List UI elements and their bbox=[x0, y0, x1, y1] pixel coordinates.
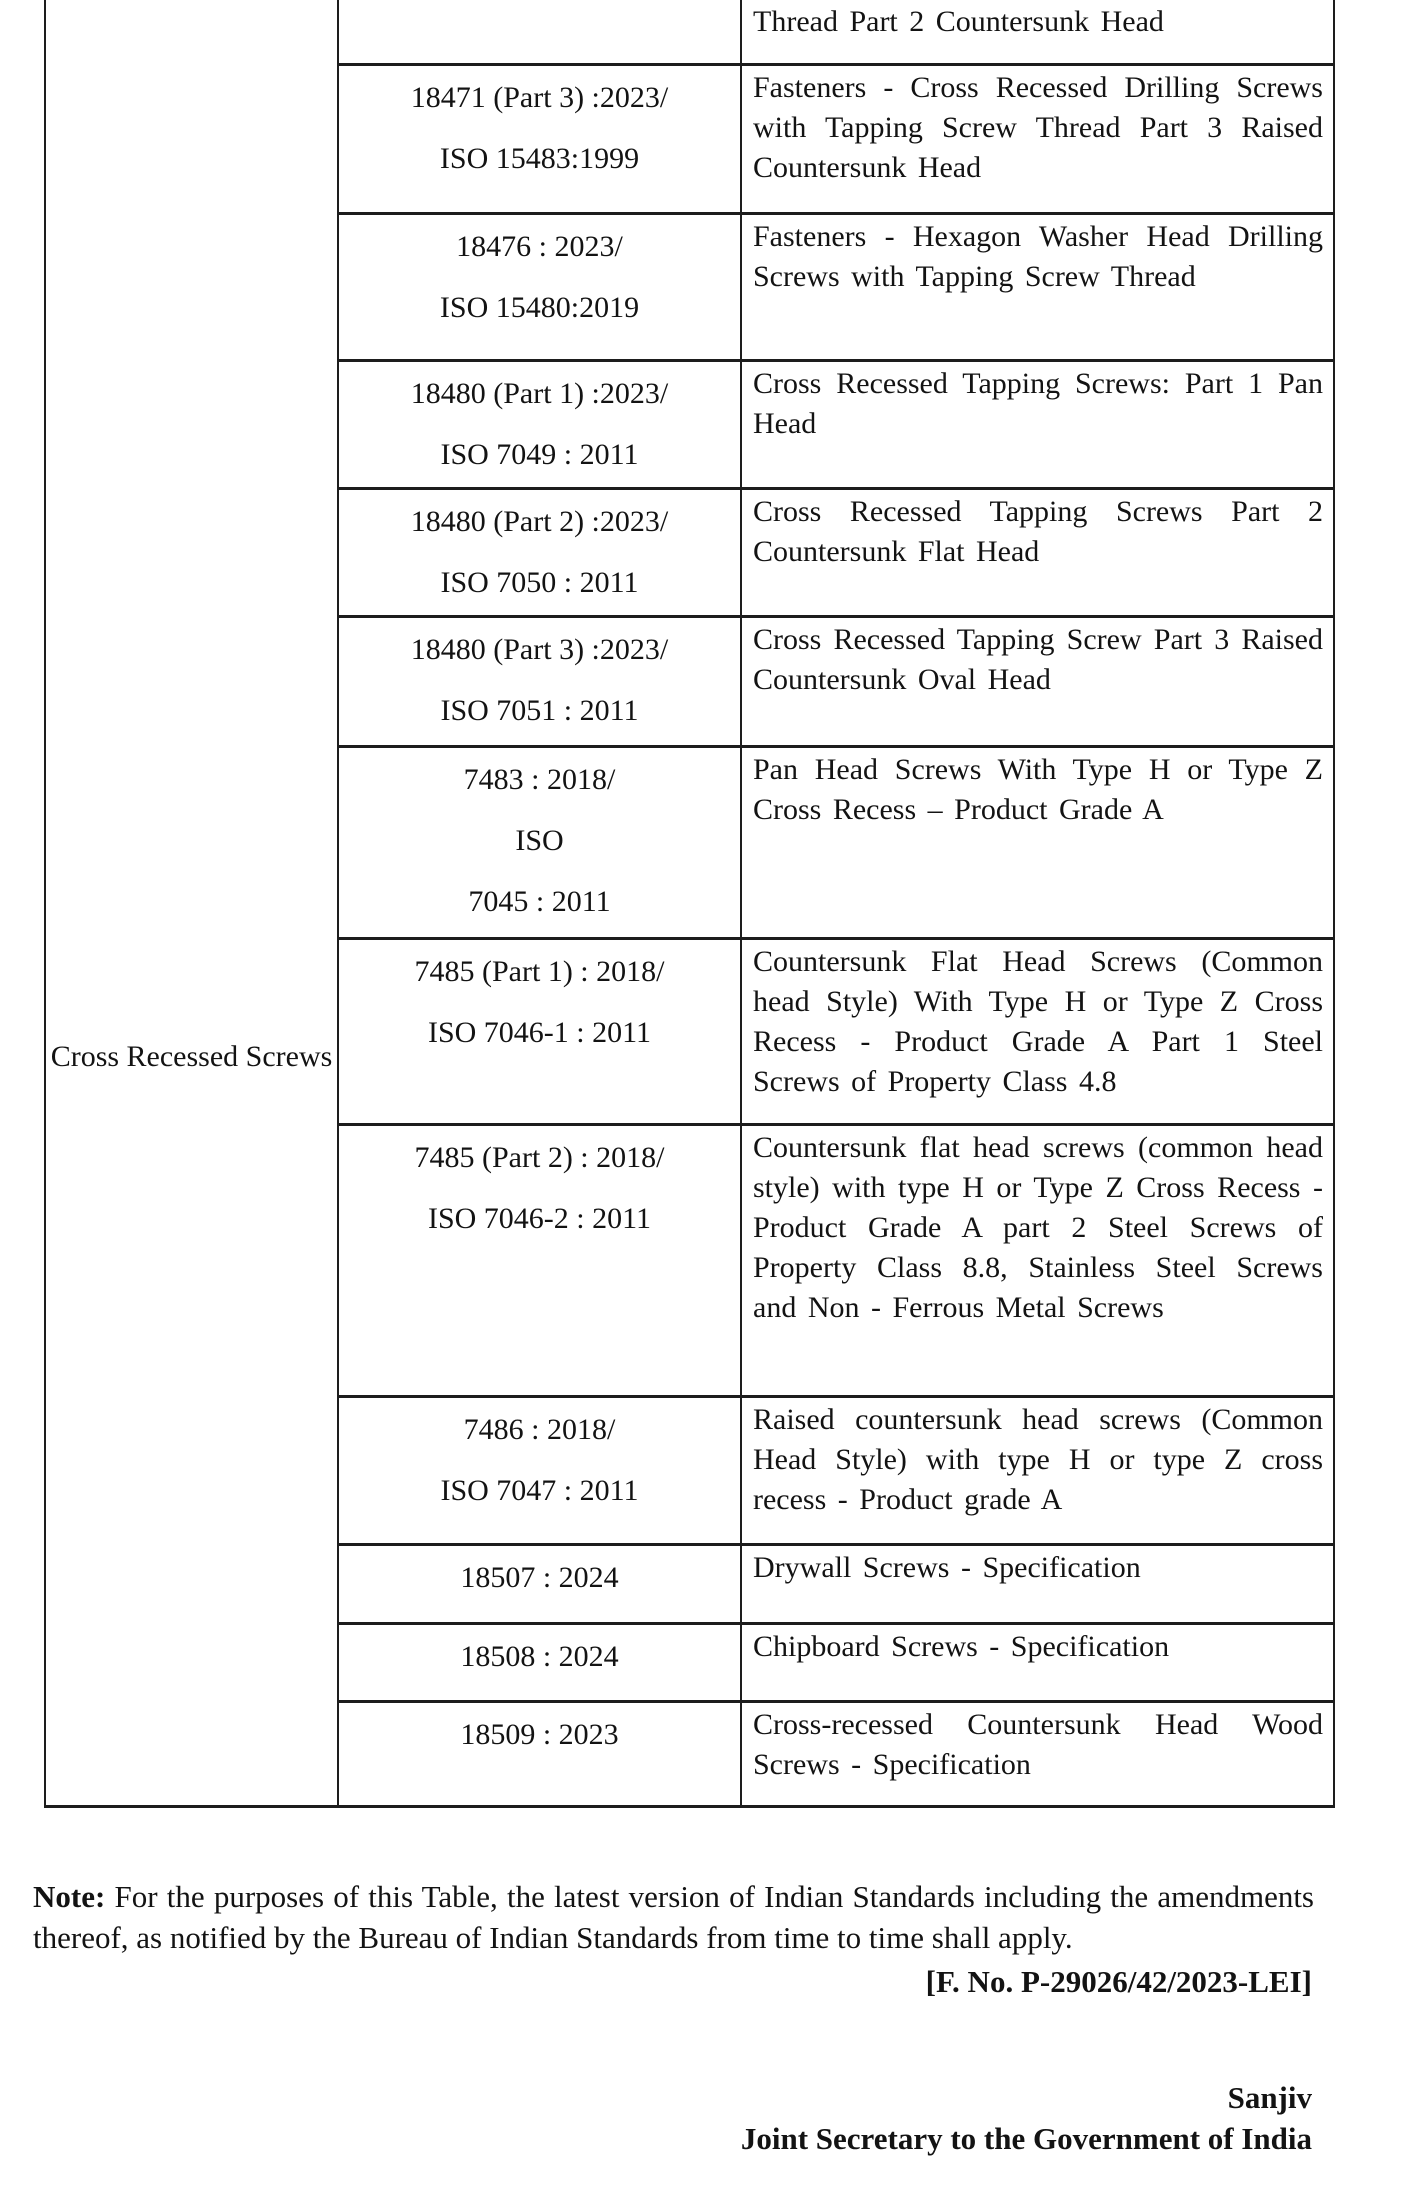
is-number-line: 18471 (Part 3) :2023/ bbox=[410, 81, 669, 114]
description-cell bbox=[742, 362, 1333, 487]
description-cell bbox=[742, 1703, 1333, 1805]
description-text: Fasteners - Hexagon Washer Head Drilling Screws with Tapping Screw Thread bbox=[753, 220, 1323, 293]
description-text: Pan Head Screws With Type H or Type Z Cross Recess – Product Grade A bbox=[753, 753, 1323, 826]
is-number-cell bbox=[339, 1546, 742, 1622]
standards-table bbox=[44, 0, 1335, 1808]
signatory-title: Joint Secretary to the Government of India bbox=[740, 2121, 1312, 2156]
is-number-line: ISO 7051 : 2011 bbox=[440, 694, 639, 727]
is-number-cell bbox=[339, 215, 742, 359]
is-number-line: 7485 (Part 1) : 2018/ bbox=[414, 955, 665, 988]
is-number-line: ISO 7049 : 2011 bbox=[440, 438, 639, 471]
signature-block bbox=[741, 2077, 1312, 2159]
table-row bbox=[339, 937, 1333, 1123]
description-cell bbox=[742, 618, 1333, 745]
description-cell bbox=[742, 1546, 1333, 1622]
is-number-cell bbox=[339, 490, 742, 615]
is-number-line: 7486 : 2018/ bbox=[463, 1413, 616, 1446]
description-text: Cross-recessed Countersunk Head Wood Screws - Specification bbox=[753, 1708, 1323, 1781]
is-number-cell bbox=[339, 362, 742, 487]
is-number-cell bbox=[339, 940, 742, 1123]
description-cell bbox=[742, 748, 1333, 937]
is-number-cell bbox=[339, 1703, 742, 1805]
is-number-line: ISO 7047 : 2011 bbox=[440, 1474, 639, 1507]
is-number-cell bbox=[339, 1126, 742, 1395]
description-text: Countersunk flat head screws (common head style) with type H or Type Z Cross Recess - Product Grade A part 2 Steel Screws of Property Class 8.8, Stainless Steel Screws and Non - Ferrous Metal Screws bbox=[753, 1131, 1323, 1324]
is-number-line: ISO 15480:2019 bbox=[439, 291, 640, 324]
category-label: Cross Recessed Screws bbox=[50, 1040, 333, 1073]
description-text: Countersunk Flat Head Screws (Common head Style) With Type H or Type Z Cross Recess - Product Grade A Part 1 Steel Screws of Property Class 4.8 bbox=[753, 945, 1323, 1098]
is-number-line: 18480 (Part 2) :2023/ bbox=[410, 505, 669, 538]
table-row bbox=[339, 1622, 1333, 1700]
table-rows bbox=[339, 0, 1333, 1805]
is-number-line: 18508 : 2024 bbox=[460, 1640, 619, 1673]
table-row bbox=[339, 0, 1333, 63]
table-row bbox=[339, 1395, 1333, 1543]
table-row bbox=[339, 63, 1333, 212]
is-number-line: 18480 (Part 1) :2023/ bbox=[410, 377, 669, 410]
description-text: Raised countersunk head screws (Common Head Style) with type H or type Z cross recess - Product grade A bbox=[753, 1403, 1323, 1516]
description-text: Drywall Screws - Specification bbox=[753, 1551, 1141, 1584]
table-row bbox=[339, 745, 1333, 937]
is-number-cell bbox=[339, 66, 742, 212]
description-text: Chipboard Screws - Specification bbox=[753, 1630, 1170, 1663]
table-row bbox=[339, 1700, 1333, 1805]
is-number-line: 7483 : 2018/ bbox=[463, 763, 616, 796]
file-number: [F. No. P-29026/42/2023-LEI] bbox=[925, 1964, 1312, 1999]
note-label: Note: bbox=[33, 1879, 106, 1914]
is-number-line: 7485 (Part 2) : 2018/ bbox=[414, 1141, 665, 1174]
is-number-cell bbox=[339, 0, 742, 63]
is-number-cell bbox=[339, 1625, 742, 1700]
table-row bbox=[339, 1543, 1333, 1622]
is-number-line: ISO 7046-2 : 2011 bbox=[427, 1202, 652, 1235]
is-number-cell bbox=[339, 748, 742, 937]
description-cell bbox=[742, 0, 1333, 63]
description-cell bbox=[742, 490, 1333, 615]
description-cell bbox=[742, 1398, 1333, 1543]
description-cell bbox=[742, 1126, 1333, 1395]
table-row bbox=[339, 615, 1333, 745]
is-number-line: ISO 7046-1 : 2011 bbox=[427, 1016, 652, 1049]
signatory-name: Sanjiv bbox=[1227, 2080, 1312, 2115]
table-row bbox=[339, 212, 1333, 359]
description-cell bbox=[742, 215, 1333, 359]
is-number-line: 18507 : 2024 bbox=[460, 1561, 619, 1594]
category-cell bbox=[46, 0, 339, 1805]
is-number-line: 18476 : 2023/ bbox=[456, 230, 623, 263]
is-number-line: ISO bbox=[515, 824, 564, 857]
table-row bbox=[339, 1123, 1333, 1395]
description-cell bbox=[742, 66, 1333, 212]
note-paragraph bbox=[33, 1876, 1314, 1958]
description-cell bbox=[742, 1625, 1333, 1700]
is-number-line: ISO 7050 : 2011 bbox=[440, 566, 639, 599]
table-row bbox=[339, 487, 1333, 615]
is-number-cell bbox=[339, 1398, 742, 1543]
description-text: Thread Part 2 Countersunk Head bbox=[753, 5, 1164, 38]
description-text: Cross Recessed Tapping Screws Part 2 Countersunk Flat Head bbox=[753, 495, 1323, 568]
description-text: Cross Recessed Tapping Screws: Part 1 Pan Head bbox=[753, 367, 1323, 440]
is-number-cell bbox=[339, 618, 742, 745]
description-text: Fasteners - Cross Recessed Drilling Screws with Tapping Screw Thread Part 3 Raised Countersunk Head bbox=[753, 71, 1323, 184]
description-text: Cross Recessed Tapping Screw Part 3 Raised Countersunk Oval Head bbox=[753, 623, 1323, 696]
is-number-line: 18480 (Part 3) :2023/ bbox=[410, 633, 669, 666]
is-number-line: 18509 : 2023 bbox=[460, 1718, 619, 1751]
note-text: For the purposes of this Table, the latest version of Indian Standards including the amendments thereof, as notified by the Bureau of Indian Standards from time to time shall apply. bbox=[33, 1879, 1315, 1955]
table-row bbox=[339, 359, 1333, 487]
is-number-line: ISO 15483:1999 bbox=[439, 142, 640, 175]
description-cell bbox=[742, 940, 1333, 1123]
is-number-line: 7045 : 2011 bbox=[468, 885, 611, 918]
